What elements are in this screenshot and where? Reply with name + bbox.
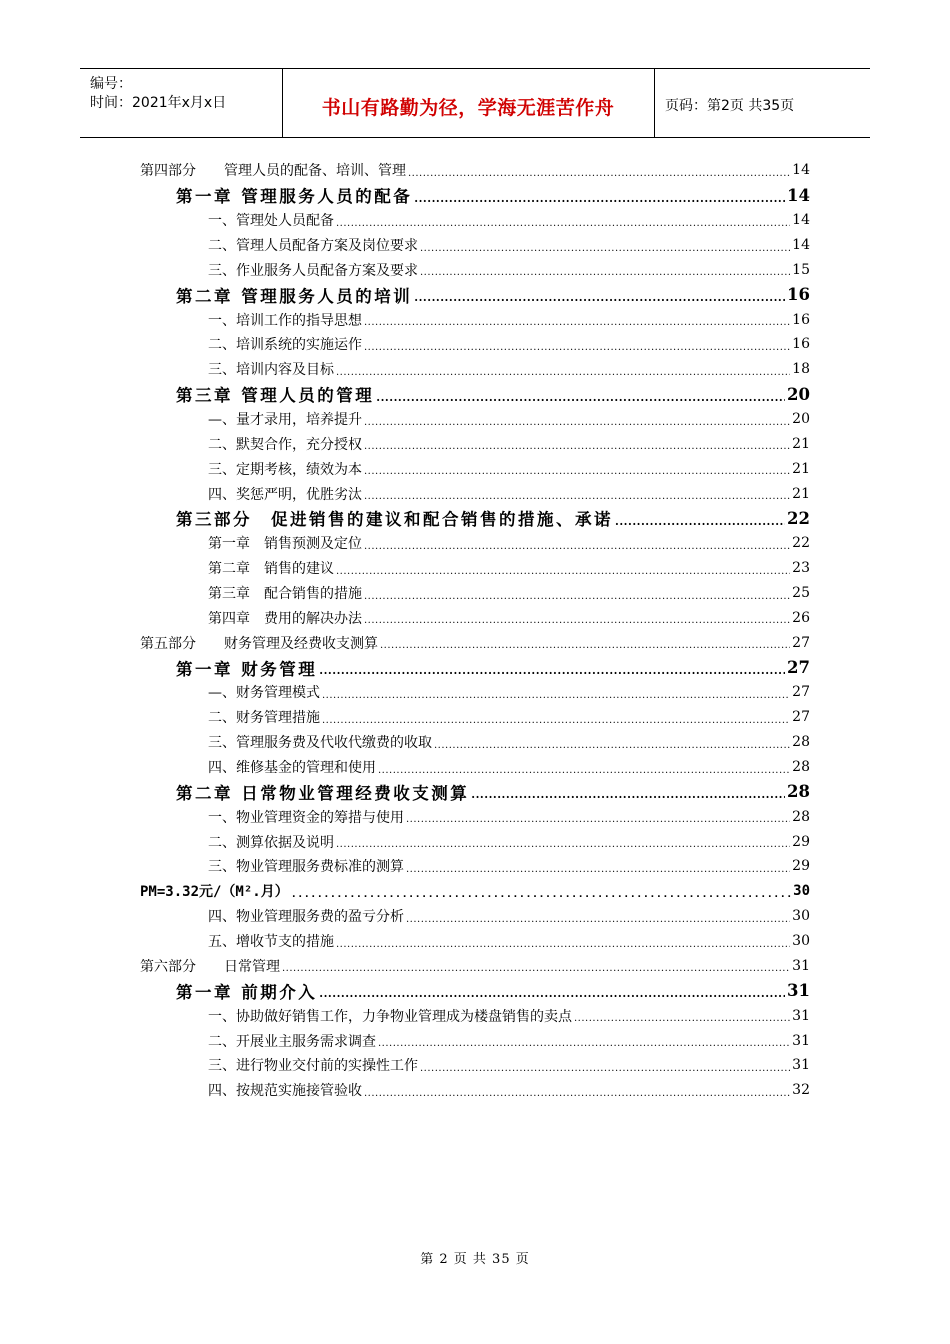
toc-entry-sec[interactable] xyxy=(140,531,810,556)
toc-entry-sec[interactable] xyxy=(140,307,810,332)
toc-entry-title: 二、财务管理措施 xyxy=(208,710,320,727)
toc-entry-chap[interactable] xyxy=(140,978,810,1003)
toc-entry-sec[interactable] xyxy=(140,1003,810,1028)
toc-dot-leader xyxy=(336,839,790,850)
toc-entry-title: 第四部分 管理人员的配备、培训、管理 xyxy=(140,163,406,180)
header-motto-cell xyxy=(282,69,655,137)
toc-page-number: 29 xyxy=(792,833,810,850)
toc-entry-title: 第二章 销售的建议 xyxy=(208,561,334,578)
toc-dot-leader xyxy=(378,1038,790,1049)
toc-dot-leader xyxy=(364,317,790,328)
toc-page-number: 23 xyxy=(792,560,810,577)
toc-page-number: 28 xyxy=(792,734,810,751)
toc-entry-chap[interactable] xyxy=(140,506,810,531)
toc-dot-leader xyxy=(420,267,790,278)
toc-entry-title: 一、管理处人员配备 xyxy=(208,213,334,230)
toc-page-number: 28 xyxy=(792,759,810,776)
toc-entry-chap[interactable] xyxy=(140,779,810,804)
toc-entry-title: 第一章 管理服务人员的配备 xyxy=(176,187,413,207)
toc-entry-title: 二、测算依据及说明 xyxy=(208,834,334,851)
toc-page-number: 31 xyxy=(792,1032,810,1049)
toc-dot-leader xyxy=(406,914,790,925)
toc-dot-leader xyxy=(574,1013,790,1024)
toc-page-number: 25 xyxy=(792,585,810,602)
toc-dot-leader xyxy=(378,765,790,776)
toc-entry-title: 五、增收节支的措施 xyxy=(208,934,334,951)
toc-entry-title: —、财务管理模式 xyxy=(208,685,320,702)
toc-dot-leader xyxy=(282,963,790,974)
toc-entry-part[interactable] xyxy=(140,630,810,655)
toc-page-number: 15 xyxy=(792,261,810,278)
table-of-contents xyxy=(140,158,810,1103)
toc-dot-leader xyxy=(420,243,790,254)
toc-entry-title: 一、协助做好销售工作，力争物业管理成为楼盘销售的卖点 xyxy=(208,1008,572,1025)
toc-dot-leader xyxy=(408,168,790,179)
toc-dot-leader xyxy=(414,291,785,304)
toc-entry-sec[interactable] xyxy=(140,1028,810,1053)
toc-page-number: 31 xyxy=(792,1057,810,1074)
toc-dot-leader xyxy=(364,615,790,626)
page-header xyxy=(80,68,870,138)
toc-page-number: 16 xyxy=(792,336,810,353)
toc-page-number: 31 xyxy=(787,981,810,1001)
toc-dot-leader xyxy=(406,814,790,825)
toc-entry-sec[interactable] xyxy=(140,581,810,606)
toc-entry-sec[interactable] xyxy=(140,357,810,382)
toc-entry-sec[interactable] xyxy=(140,332,810,357)
toc-page-number: 14 xyxy=(792,162,810,179)
toc-entry-title: PM=3.32元/（M².月） xyxy=(140,884,289,901)
toc-page-number: 27 xyxy=(787,658,810,678)
toc-entry-sec[interactable] xyxy=(140,257,810,282)
toc-dot-leader xyxy=(291,889,791,900)
toc-entry-title: 二、管理人员配备方案及岗位要求 xyxy=(208,238,418,254)
toc-entry-sec[interactable] xyxy=(140,854,810,879)
toc-entry-part[interactable] xyxy=(140,954,810,979)
toc-entry-title: 第四章 费用的解决办法 xyxy=(208,610,362,627)
toc-page-number: 30 xyxy=(793,883,810,900)
toc-entry-sec[interactable] xyxy=(140,904,810,929)
toc-entry-sec[interactable] xyxy=(140,431,810,456)
toc-entry-sec[interactable] xyxy=(140,208,810,233)
toc-page-number: 31 xyxy=(792,957,810,974)
toc-page-number: 21 xyxy=(792,485,810,502)
toc-page-number: 27 xyxy=(792,684,810,701)
toc-page-number: 21 xyxy=(792,435,810,452)
toc-dot-leader xyxy=(322,715,790,726)
toc-entry-title: 三、物业管理服务费标准的测算 xyxy=(208,859,404,876)
header-page-info: 页码：第2页 共35页 xyxy=(665,98,795,114)
toc-entry-sec[interactable] xyxy=(140,556,810,581)
toc-entry-title: 二、默契合作，充分授权 xyxy=(208,436,362,453)
toc-page-number: 30 xyxy=(792,933,810,950)
toc-dot-leader xyxy=(364,541,790,552)
toc-page-number: 20 xyxy=(792,411,810,428)
toc-dot-leader xyxy=(364,441,790,452)
toc-dot-leader xyxy=(336,939,790,950)
toc-entry-sec[interactable] xyxy=(140,755,810,780)
toc-page-number: 16 xyxy=(792,311,810,328)
toc-dot-leader xyxy=(319,987,785,1000)
toc-entry-part[interactable] xyxy=(140,158,810,183)
toc-entry-formula[interactable] xyxy=(140,879,810,904)
toc-page-number: 18 xyxy=(792,361,810,378)
toc-entry-title: 第一章 销售预测及定位 xyxy=(208,536,362,553)
toc-dot-leader xyxy=(414,192,785,205)
toc-entry-sec[interactable] xyxy=(140,481,810,506)
toc-entry-title: 三、进行物业交付前的实操性工作 xyxy=(208,1058,418,1075)
toc-entry-title: 第三章 管理人员的管理 xyxy=(176,386,375,406)
toc-entry-chap[interactable] xyxy=(140,382,810,407)
toc-entry-title: 第一章 前期介入 xyxy=(176,982,318,1002)
document-number-label: 编号： xyxy=(90,76,132,92)
toc-dot-leader xyxy=(406,864,790,875)
toc-page-number: 27 xyxy=(792,634,810,651)
toc-dot-leader xyxy=(364,591,790,602)
page-footer: 第 2 页 共 35 页 xyxy=(420,1252,530,1267)
toc-dot-leader xyxy=(364,491,790,502)
toc-entry-title: 第五部分 财务管理及经费收支测算 xyxy=(140,635,378,652)
toc-entry-sec[interactable] xyxy=(140,829,810,854)
toc-page-number: 31 xyxy=(792,1007,810,1024)
toc-entry-chap[interactable] xyxy=(140,183,810,208)
toc-page-number: 14 xyxy=(787,185,810,205)
toc-page-number: 21 xyxy=(792,460,810,477)
toc-entry-chap[interactable] xyxy=(140,655,810,680)
toc-dot-leader xyxy=(322,690,790,701)
toc-entry-title: 四、维修基金的管理和使用 xyxy=(208,760,376,777)
toc-entry-title: 第一章 财务管理 xyxy=(176,659,318,679)
toc-page-number: 28 xyxy=(787,782,810,802)
toc-page-number: 30 xyxy=(792,908,810,925)
toc-page-number: 14 xyxy=(792,237,810,253)
toc-entry-sec[interactable] xyxy=(140,804,810,829)
header-page-cell xyxy=(655,69,870,137)
document-time-label: 时间：2021年x月x日 xyxy=(90,95,227,111)
header-motto: 书山有路勤为径，学海无涯苦作舟 xyxy=(321,96,615,119)
toc-entry-title: 第六部分 日常管理 xyxy=(140,958,280,975)
toc-dot-leader xyxy=(336,566,790,577)
toc-dot-leader xyxy=(364,1088,790,1099)
toc-entry-title: 三、管理服务费及代收代缴费的收取 xyxy=(208,735,432,752)
toc-entry-title: 四、奖惩严明，优胜劣汰 xyxy=(208,486,362,503)
toc-page-number: 22 xyxy=(792,535,810,552)
toc-dot-leader xyxy=(364,417,790,428)
toc-entry-title: 一、物业管理资金的筹措与使用 xyxy=(208,809,404,826)
toc-dot-leader xyxy=(376,391,785,404)
toc-entry-sec[interactable] xyxy=(140,705,810,730)
toc-dot-leader xyxy=(471,788,785,801)
toc-entry-sec[interactable] xyxy=(140,1053,810,1078)
toc-entry-title: 二、培训系统的实施运作 xyxy=(208,337,362,354)
toc-page-number: 29 xyxy=(792,858,810,875)
toc-dot-leader xyxy=(615,515,785,528)
toc-entry-sec[interactable] xyxy=(140,407,810,432)
toc-page-number: 27 xyxy=(792,709,810,726)
toc-entry-title: —、量才录用，培养提升 xyxy=(208,412,362,429)
toc-entry-title: 一、培训工作的指导思想 xyxy=(208,312,362,329)
toc-page-number: 26 xyxy=(792,609,810,626)
toc-dot-leader xyxy=(434,740,790,751)
toc-entry-title: 第二章 日常物业管理经费收支测算 xyxy=(176,783,470,803)
toc-page-number: 16 xyxy=(787,285,810,305)
toc-dot-leader xyxy=(319,664,785,677)
toc-entry-title: 四、按规范实施接管验收 xyxy=(208,1083,362,1100)
toc-entry-title: 第三章 配合销售的措施 xyxy=(208,586,362,603)
toc-page-number: 20 xyxy=(787,384,810,404)
toc-dot-leader xyxy=(336,367,790,378)
toc-entry-sec[interactable] xyxy=(140,929,810,954)
toc-entry-title: 二、开展业主服务需求调查 xyxy=(208,1033,376,1050)
toc-page-number: 32 xyxy=(792,1082,810,1099)
toc-entry-title: 三、作业服务人员配备方案及要求 xyxy=(208,262,418,279)
toc-page-number: 28 xyxy=(792,808,810,825)
toc-entry-title: 三、培训内容及目标 xyxy=(208,362,334,379)
toc-page-number: 14 xyxy=(792,212,810,229)
toc-entry-sec[interactable] xyxy=(140,730,810,755)
toc-dot-leader xyxy=(364,342,790,353)
toc-entry-sec[interactable] xyxy=(140,605,810,630)
toc-page-number: 22 xyxy=(787,508,810,528)
toc-entry-sec[interactable] xyxy=(140,456,810,481)
toc-entry-title: 第二章 管理服务人员的培训 xyxy=(176,286,413,306)
header-meta-cell xyxy=(80,69,283,137)
toc-entry-title: 四、物业管理服务费的盈亏分析 xyxy=(208,909,404,926)
toc-entry-sec[interactable] xyxy=(140,1078,810,1103)
toc-entry-title: 第三部分 促进销售的建议和配合销售的措施、承诺 xyxy=(176,510,613,530)
toc-entry-title: 三、定期考核，绩效为本 xyxy=(208,461,362,478)
toc-dot-leader xyxy=(364,466,790,477)
toc-entry-sec[interactable] xyxy=(140,233,810,258)
toc-entry-sec[interactable] xyxy=(140,680,810,705)
toc-dot-leader xyxy=(420,1063,790,1074)
toc-dot-leader xyxy=(336,218,790,229)
toc-dot-leader xyxy=(380,640,790,651)
toc-entry-chap[interactable] xyxy=(140,282,810,307)
